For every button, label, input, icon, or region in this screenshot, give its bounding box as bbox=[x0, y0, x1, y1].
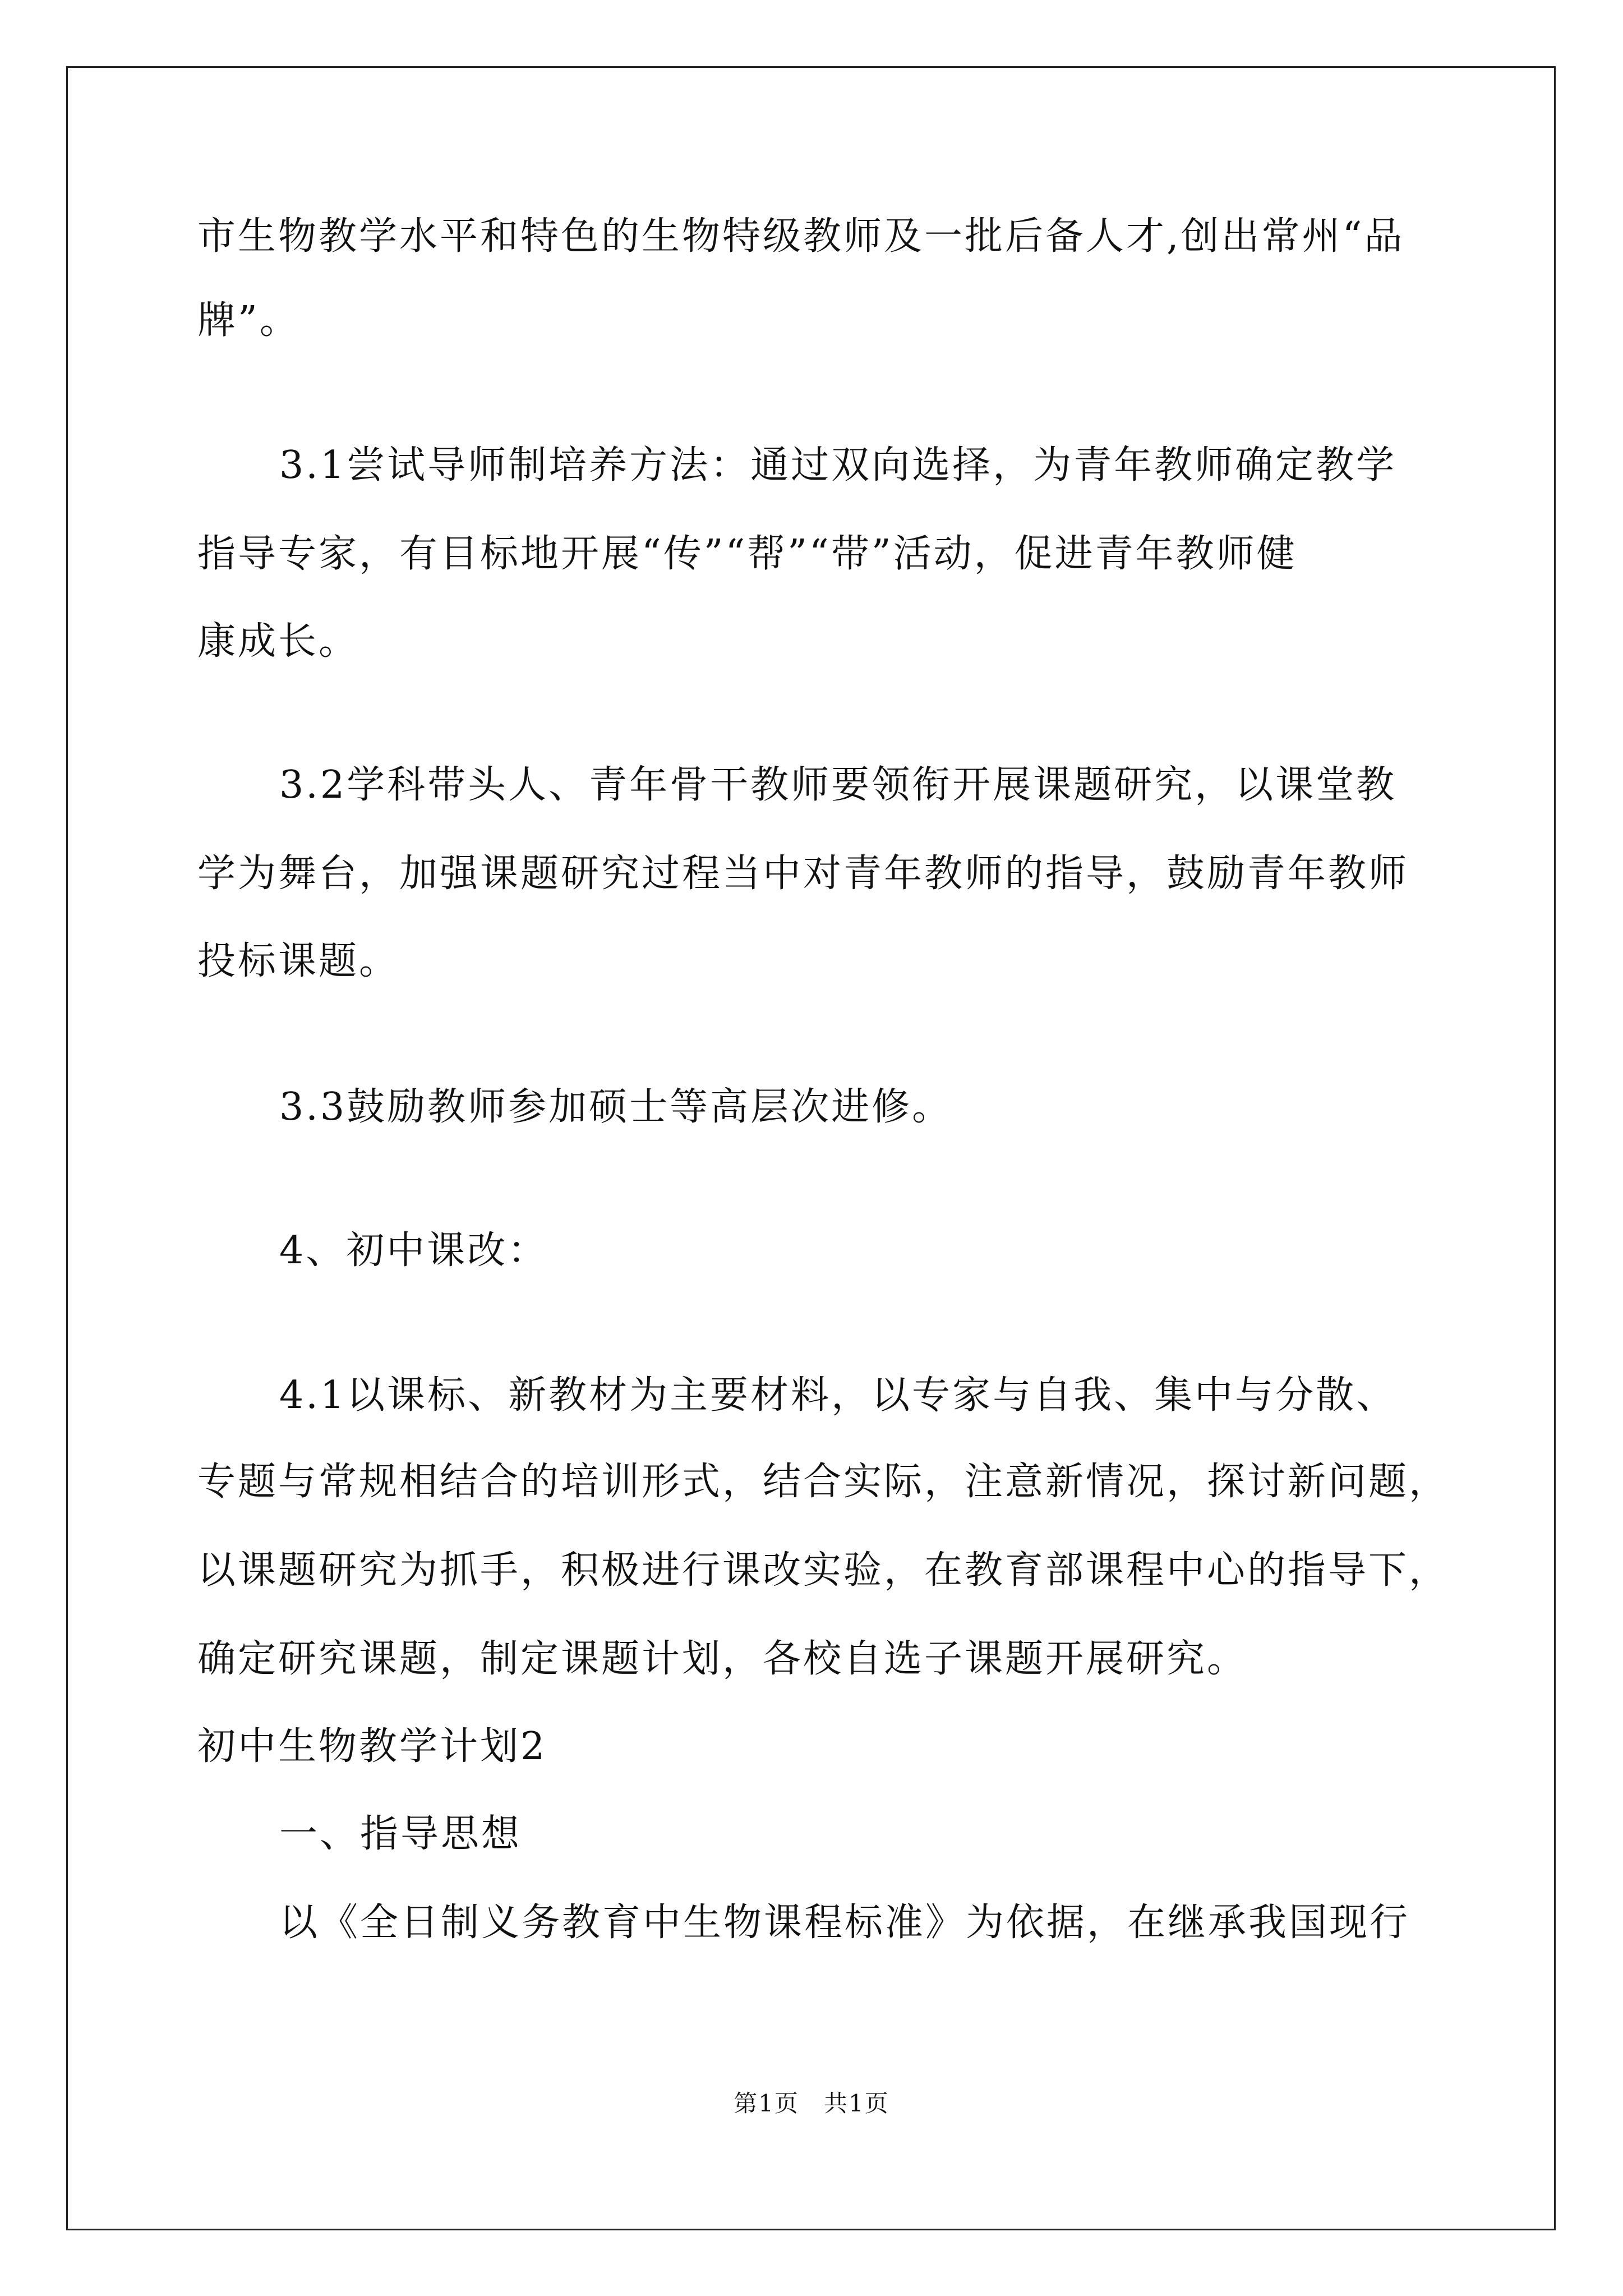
text-line-6: 3.2学科带头人、青年骨干教师要领衔开展课题研究，以课堂教 bbox=[279, 763, 1397, 807]
text-line-8: 投标课题。 bbox=[197, 939, 400, 983]
text-line-1: 市生物教学水平和特色的生物特级教师及一批后备人才,创出常州“品 bbox=[197, 214, 1405, 259]
text-line-5: 康成长。 bbox=[197, 619, 359, 664]
text-line-13: 以课题研究为抓手，积极进行课改实验，在教育部课程中心的指导下， bbox=[197, 1548, 1450, 1593]
text-line-12: 专题与常规相结合的培训形式，结合实际，注意新情况，探讨新问题， bbox=[197, 1460, 1450, 1504]
text-line-9: 3.3鼓励教师参加硕士等高层次进修。 bbox=[279, 1085, 953, 1129]
text-line-4: 指导专家，有目标地开展“传”“帮”“带”活动，促进青年教师健 bbox=[197, 532, 1297, 576]
text-line-14: 确定研究课题，制定课题计划，各校自选子课题开展研究。 bbox=[197, 1637, 1248, 1681]
text-line-2: 牌”。 bbox=[197, 298, 300, 343]
section-heading: 初中生物教学计划2 bbox=[197, 1724, 547, 1769]
text-line-7: 学为舞台，加强课题研究过程当中对青年教师的指导，鼓励青年教师 bbox=[197, 852, 1409, 896]
text-line-17: 以《全日制义务教育中生物课程标准》为依据，在继承我国现行 bbox=[279, 1901, 1410, 1945]
text-line-11: 4.1以课标、新教材为主要材料，以专家与自我、集中与分散、 bbox=[279, 1373, 1397, 1418]
text-line-3: 3.1尝试导师制培养方法：通过双向选择，为青年教师确定教学 bbox=[279, 443, 1397, 487]
subsection-heading: 一、指导思想 bbox=[279, 1812, 522, 1856]
page-footer: 第1页 共1页 bbox=[734, 2090, 889, 2117]
text-line-10: 4、初中课改： bbox=[279, 1228, 548, 1273]
